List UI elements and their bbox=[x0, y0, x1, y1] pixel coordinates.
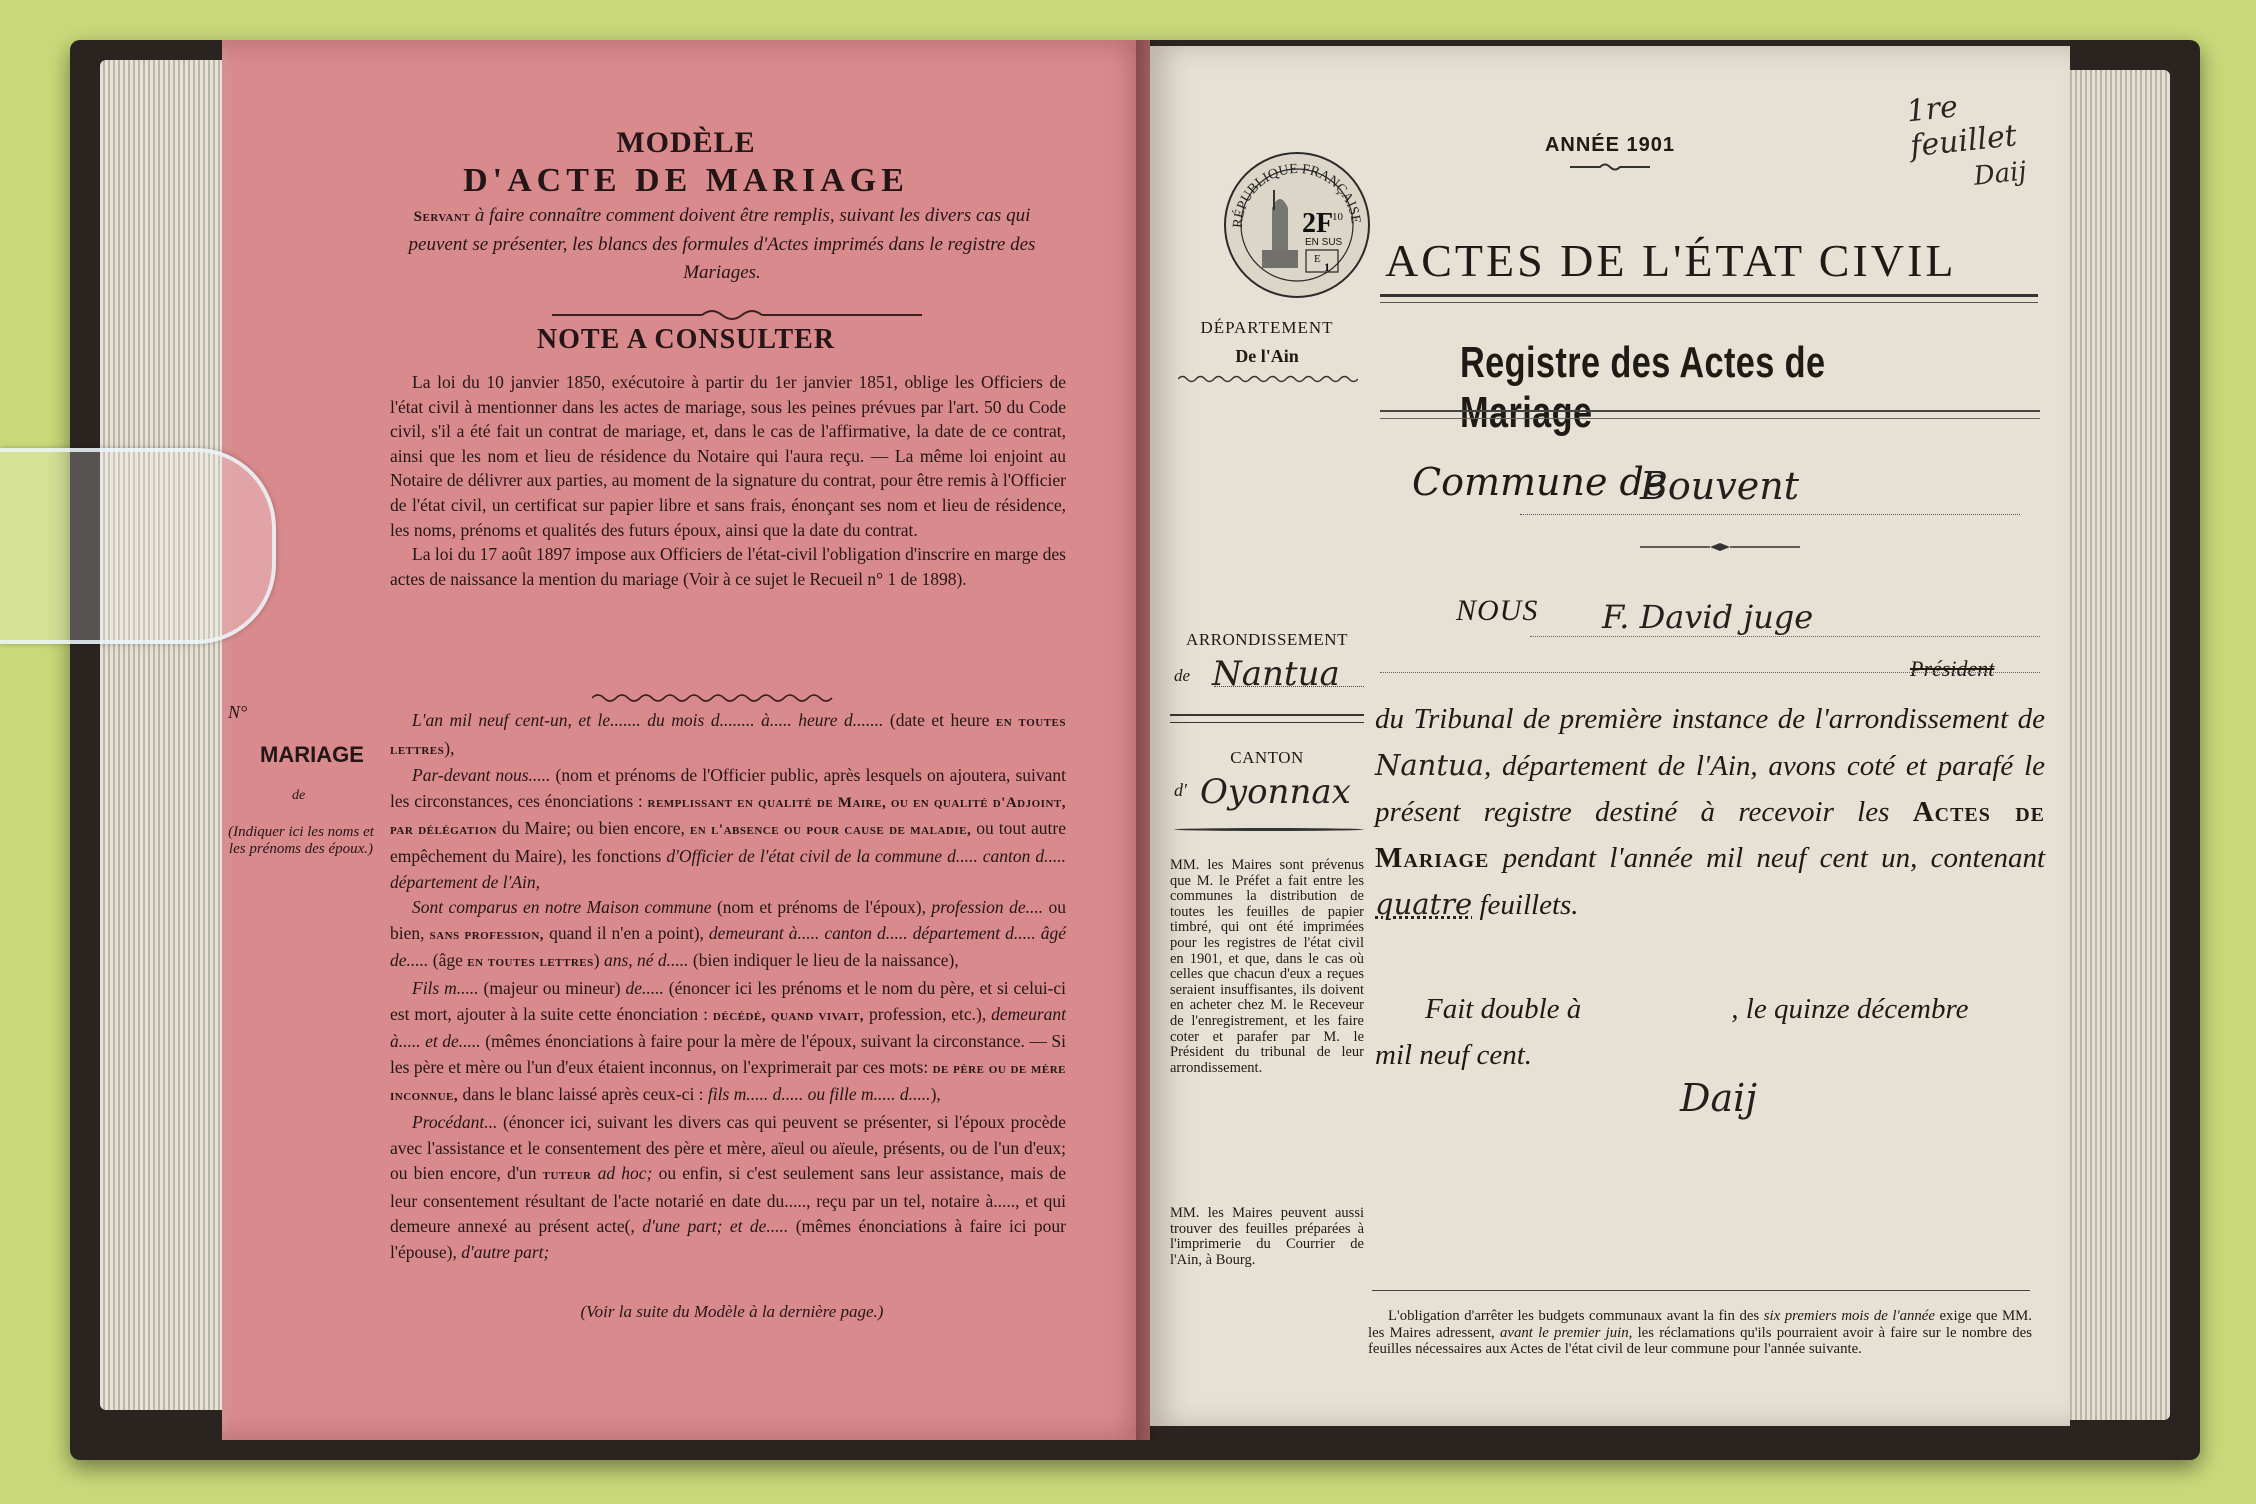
footnote-text: les réclamations qu'ils pourraient avoir à faire sur le nombre des feuilles nécessaires aux Actes de l'état civil de leur commune pour l'année suivante. bbox=[1368, 1324, 2032, 1357]
form-paragraph-procedant bbox=[390, 1110, 1066, 1266]
form-text: département d..... âgé de..... bbox=[390, 922, 1067, 971]
stamp-legend: RÉPUBLIQUE FRANÇAISE bbox=[1230, 161, 1363, 229]
maires-notice-1: MM. les Maires sont prévenus que M. le Préfet a fait entre les communes la distribution de toutes les feuilles de papier timbré, qui ont été imprimées pour les registres de l'état civil en 1901, et que, dans le cas où celles que chacun d'eux a reçues seraient insuffisantes, ils doivent en acheter chez M. le Receveur de l'enregistrement, et les faire coter et parafer par M. le Président du tribunal de leur arrondissement. bbox=[1170, 857, 1364, 1076]
stamp-letter: E bbox=[1314, 253, 1321, 265]
form-text: (énoncer ici les prénoms et le nom du père, et si celui-ci est mort, ajouter à la suite cette énonciation : bbox=[390, 977, 1067, 1024]
fait-text: , le quinze décembre bbox=[1731, 993, 1969, 1025]
ornament-divider bbox=[552, 308, 922, 322]
judge-name-handwritten: F. David juge bbox=[1602, 598, 1814, 636]
form-text: sans profession, bbox=[429, 926, 545, 943]
form-text: en toutes lettres bbox=[467, 954, 594, 971]
form-text: Par-devant nous..... bbox=[412, 765, 551, 786]
budget-footnote bbox=[1368, 1308, 2032, 1358]
form-text: ad hoc; bbox=[597, 1163, 653, 1184]
feuillet-text: 1re feuillet bbox=[1904, 89, 2019, 165]
declaration-arrondissement-handwritten: Nantua bbox=[1375, 748, 1484, 782]
form-text: (énoncer ici, suivant les divers cas qui peuvent se présenter, si l'époux procède avec l'assistance et le consentement des père et mère, aïeul ou aïeule, présents, ou de l'un d'eux; ou bien encore, d'un bbox=[390, 1111, 1066, 1184]
form-paragraph-comparants bbox=[390, 895, 1066, 976]
arrondissement-value-handwritten: Nantua bbox=[1212, 654, 1340, 694]
register-title: ACTES DE L'ÉTAT CIVIL bbox=[1385, 235, 1957, 286]
arrondissement-rule bbox=[1170, 714, 1364, 716]
servant-text: à faire connaître comment doivent être remplis, suivant les divers cas qui peuvent se présenter, les blancs des formules d'Actes imprimés dans le registre des Mariages. bbox=[408, 205, 1036, 283]
form-text: (mêmes énonciations à faire pour la mère de l'époux, suivant la circonstance. — Si les père et mère ou l'un d'eux étaient inconnus, on l'exprimerait par ces mots: bbox=[390, 1031, 1067, 1077]
declaration-text: pendant l'année mil neuf cent un, contenant bbox=[1502, 842, 2046, 874]
footnote-text: L'obligation d'arrêter les budgets communaux avant la fin des bbox=[1388, 1308, 1760, 1324]
form-text: ans, né d..... bbox=[603, 950, 689, 971]
registre-rule bbox=[1380, 410, 2040, 412]
note-body bbox=[390, 370, 1066, 591]
commune-value-handwritten: Bouvent bbox=[1640, 464, 1799, 508]
form-text: L'an mil neuf cent-un, et le....... du mois d........ à..... heure d....... bbox=[412, 710, 884, 730]
form-text: en toutes lettres bbox=[390, 714, 1066, 758]
form-text: (mêmes énonciations à faire ici pour l'épouse), bbox=[390, 1216, 1067, 1262]
declaration-text: , département de l'Ain, avons coté et parafé le présent registre destiné à recevoir les bbox=[1375, 750, 2045, 828]
registre-heading: Registre des Actes de Mariage bbox=[1460, 338, 1826, 437]
footnote-text: six premiers mois de l'année bbox=[1763, 1308, 1935, 1324]
departement-wave-rule bbox=[1178, 374, 1358, 384]
form-text: (majeur ou mineur) bbox=[483, 977, 621, 998]
judge-signature: Daij bbox=[1680, 1076, 1758, 1120]
form-text: d'une part; et de..... bbox=[642, 1216, 789, 1237]
note-paragraph-1: La loi du 10 janvier 1850, exécutoire à partir du 1er janvier 1851, oblige les Officiers de l'état civil à mentionner dans les actes de mariage, sous les peines prévues par l'art. 50 du Code civil, s'il a été fait un contrat de mariage, et, dans le cas de l'affirmative, la date de ce contrat, ainsi que les nom et lieu de résidence du Notaire qui l'aura reçu. — La même loi enjoint au Notaire de délivrer aux parties, au moment de la signature du contrat, pour être remis à l'Officier de l'état civil, un certificat sur papier libre et sans frais, énonçant ses nom et lieu de résidence, les noms, prénoms et qualités des futurs époux, ainsi que la date du contrat. bbox=[390, 372, 1066, 540]
form-text: (bien indiquer le lieu de la naissance), bbox=[692, 950, 959, 971]
form-text: demeurant à..... et de..... bbox=[390, 1003, 1067, 1052]
margin-instruction: (Indiquer ici les noms et les prénoms des époux.) bbox=[228, 824, 374, 857]
wave-divider bbox=[592, 692, 842, 704]
departement-value: De l'Ain bbox=[1235, 346, 1299, 366]
register-declaration bbox=[1375, 696, 2045, 928]
commune-label: Commune de bbox=[1412, 460, 1667, 504]
margin-number-label: N° bbox=[228, 702, 248, 722]
form-text: de père ou de mère inconnue, bbox=[390, 1060, 1066, 1105]
form-text: ) bbox=[593, 950, 600, 971]
arrondissement-label: ARRONDISSEMENT bbox=[1186, 630, 1348, 649]
margin-de-label: de bbox=[292, 788, 306, 803]
president-dotted-line bbox=[1380, 672, 2040, 673]
arrondissement-rule-thin bbox=[1170, 722, 1364, 723]
handwritten-feuillet-note bbox=[1905, 78, 2070, 199]
left-page-edges bbox=[100, 60, 230, 1410]
model-title: MODÈLE bbox=[616, 126, 756, 159]
right-page-edges bbox=[2060, 70, 2170, 1420]
model-subtitle: D'ACTE DE MARIAGE bbox=[463, 162, 909, 199]
form-text: de..... bbox=[625, 977, 664, 998]
fait-text: mil neuf cent. bbox=[1375, 1039, 1533, 1071]
fait-text: Fait double à bbox=[1425, 993, 1582, 1025]
form-paragraph-fils bbox=[390, 976, 1066, 1110]
continuation-note: (Voir la suite du Modèle à la dernière page.) bbox=[580, 1302, 884, 1321]
transparent-ruler-tab bbox=[0, 448, 276, 644]
form-text: Procédant... bbox=[412, 1111, 498, 1132]
stamp-ensus: EN SUS bbox=[1305, 237, 1343, 248]
form-text: demeurant à..... canton d..... bbox=[708, 922, 908, 943]
departement-label: DÉPARTEMENT bbox=[1200, 318, 1334, 337]
form-text: (date et heure bbox=[889, 710, 990, 730]
form-text: (nom et prénoms de l'époux), bbox=[716, 897, 926, 918]
form-text: ou bien, bbox=[390, 897, 1067, 943]
canton-label: CANTON bbox=[1230, 748, 1304, 767]
footnote-text: avant le premier juin, bbox=[1500, 1324, 1633, 1341]
form-text: tuteur bbox=[542, 1167, 592, 1184]
arrondissement-dotted-line bbox=[1214, 686, 1364, 687]
form-text: ), bbox=[444, 737, 455, 758]
declaration-quatre-handwritten: quatre bbox=[1375, 887, 1473, 921]
form-text: du Maire; ou bien encore, bbox=[501, 818, 685, 839]
margin-mariage-label: MARIAGE bbox=[260, 742, 364, 767]
model-form-text bbox=[390, 708, 1066, 1265]
fait-double bbox=[1375, 986, 2045, 1078]
footer-rule bbox=[1372, 1290, 2030, 1291]
form-text: profession de.... bbox=[931, 897, 1044, 918]
fiscal-stamp-icon bbox=[1222, 150, 1372, 300]
title-rule bbox=[1380, 294, 2038, 297]
canton-rule bbox=[1174, 828, 1364, 831]
form-text: ), bbox=[930, 1084, 941, 1105]
form-text: ou tout autre empêchement du Maire), les fonctions bbox=[390, 818, 1067, 866]
model-intro bbox=[382, 202, 1062, 287]
president-struck: Président bbox=[1910, 656, 1995, 681]
form-paragraph-date bbox=[390, 708, 1066, 763]
declaration-text: du Tribunal de première instance de l'arrondissement de bbox=[1375, 703, 2045, 735]
form-text: d'Officier de l'état civil de la commune d..... canton d..... département de l'Ain, bbox=[390, 845, 1067, 892]
note-heading: NOTE A CONSULTER bbox=[536, 324, 836, 355]
canton-value-handwritten: Oyonnax bbox=[1200, 772, 1351, 812]
nous-dotted-line bbox=[1530, 636, 2040, 637]
form-text: Fils m..... bbox=[412, 977, 479, 998]
form-text: (nom et prénoms de l'Officier public, après lesquels on ajoutera, suivant les circonstances, ces énonciations : bbox=[390, 765, 1067, 811]
declaration-actes: Actes de Mariage bbox=[1375, 796, 2045, 874]
form-text: ou enfin, si c'est seulement sans leur assistance, mais de leur consentement résultant de l'acte notarié en date du....., reçu par un tel, notaire à....., et qui demeure annexé au présent acte(, bbox=[390, 1163, 1067, 1237]
form-text: fils m..... d..... ou fille m..... d..... bbox=[707, 1084, 931, 1105]
left-page-model bbox=[222, 40, 1150, 1440]
maires-notice-2: MM. les Maires peuvent aussi trouver des feuilles préparées à l'imprimerie du Courrier de l'Ain, à Bourg. bbox=[1170, 1205, 1364, 1268]
form-text: dans le blanc laissé après ceux-ci : bbox=[462, 1084, 704, 1105]
form-text: Sont comparus en notre Maison commune bbox=[412, 897, 712, 918]
footnote-text: exige que MM. les Maires adressent, bbox=[1368, 1308, 2032, 1341]
right-page-register bbox=[1150, 46, 2070, 1426]
form-text: décédé, quand vivait, bbox=[712, 1007, 865, 1024]
form-text: d'autre part; bbox=[461, 1241, 550, 1262]
stamp-cents: 10 bbox=[1332, 211, 1343, 223]
commune-ornament bbox=[1640, 542, 1800, 552]
form-text: profession, etc.), bbox=[869, 1003, 987, 1024]
form-text: quand il n'en a point), bbox=[549, 922, 704, 943]
canton-d: d' bbox=[1174, 780, 1187, 800]
form-paragraph-officer bbox=[390, 763, 1066, 895]
declaration-text: feuillets. bbox=[1479, 889, 1579, 921]
nous-label: NOUS bbox=[1456, 594, 1539, 627]
form-text: en l'absence ou pour cause de maladie, bbox=[689, 822, 972, 839]
year-ornament bbox=[1570, 162, 1650, 172]
form-text: remplissant en qualité de Maire, ou en qualité d'Adjoint, par délégation bbox=[390, 794, 1066, 839]
stamp-price: 2F bbox=[1302, 208, 1334, 239]
note-paragraph-2: La loi du 17 août 1897 impose aux Officiers de l'état-civil l'obligation d'inscrire en marge des actes de naissance la mention du mariage (Voir à ce sujet le Recueil n° 1 de 1898). bbox=[390, 544, 1066, 589]
feuillet-paraphe: Daij bbox=[1972, 156, 2028, 192]
year-heading: ANNÉE 1901 bbox=[1544, 134, 1676, 156]
commune-dotted-line bbox=[1520, 514, 2020, 515]
form-text: (âge bbox=[432, 950, 463, 971]
registre-rule-thin bbox=[1380, 418, 2040, 419]
title-rule-thin bbox=[1380, 302, 2038, 303]
stamp-number: 1 bbox=[1324, 260, 1330, 274]
arrondissement-de: de bbox=[1174, 666, 1191, 685]
servant-label: Servant bbox=[413, 209, 471, 225]
